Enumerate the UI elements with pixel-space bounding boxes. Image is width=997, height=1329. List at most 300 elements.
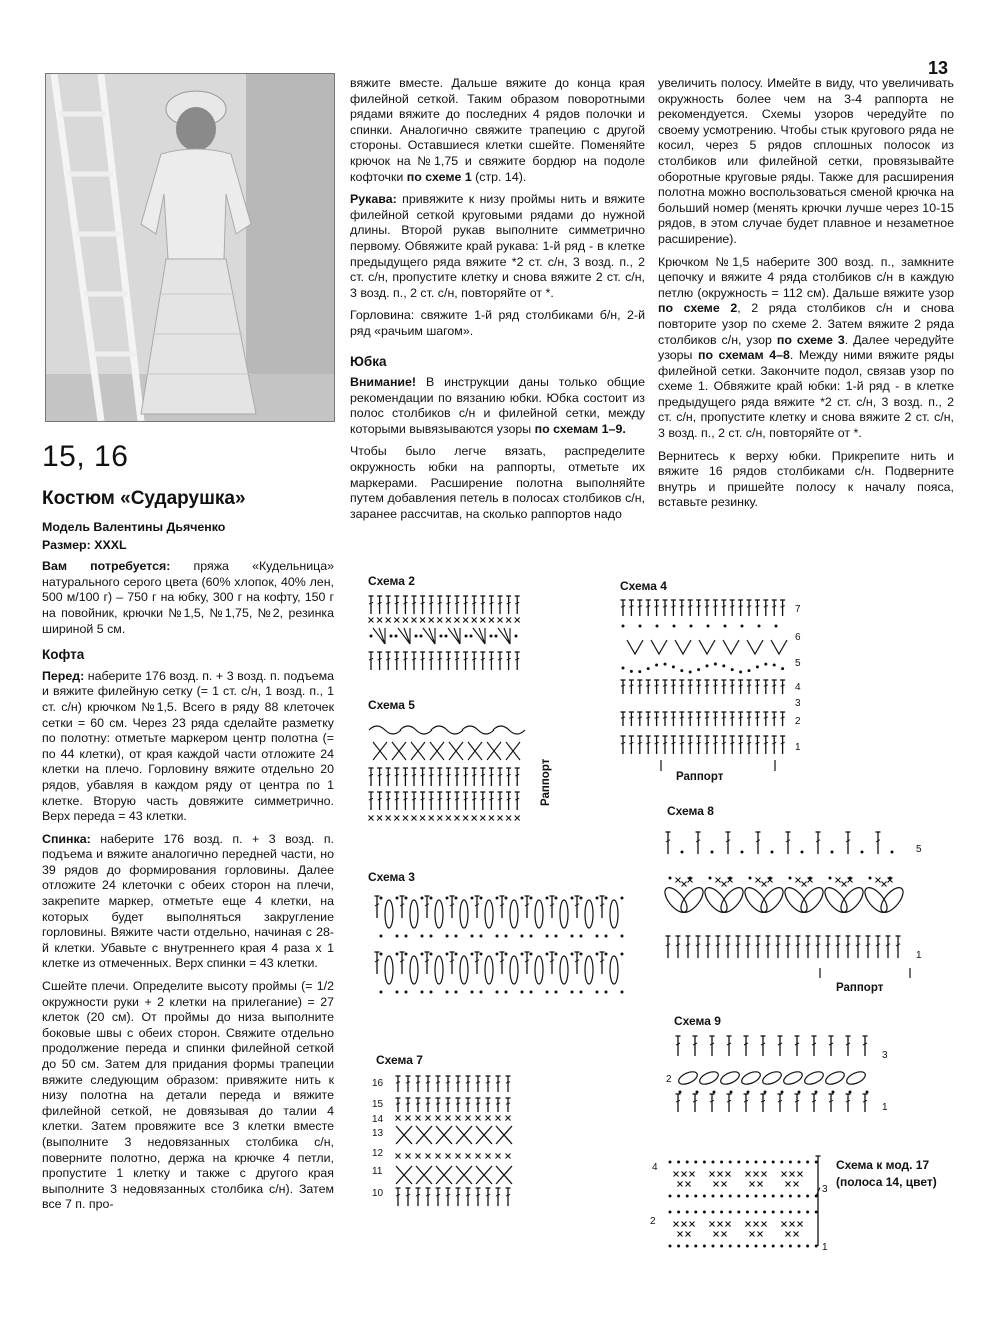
chain-dot (746, 1245, 749, 1248)
chain-dot (571, 935, 574, 938)
v-stitch (627, 640, 643, 654)
sc-stitch (377, 618, 382, 623)
sc-stitch (710, 1222, 715, 1227)
dc-stitch-bar (722, 717, 726, 718)
chain-dot (720, 1161, 723, 1164)
chain-dot (396, 935, 399, 938)
p2-bold-f: по схемам 4–8 (697, 348, 790, 363)
dc-stitch-bar (476, 1103, 480, 1104)
sc-stitch (798, 1222, 803, 1227)
col3-paragraph-2 (658, 255, 954, 442)
chain-dot (869, 877, 872, 880)
scheme-2-diagram (365, 592, 530, 677)
cluster-stitch (398, 628, 410, 644)
v-stitch (675, 640, 691, 654)
chain-dot (769, 877, 772, 880)
dc-stitch-bar (739, 685, 743, 686)
chain-dot (396, 953, 399, 956)
chain-dot (446, 897, 449, 900)
skirt-heading: Юбка (350, 353, 387, 369)
chain-dot (763, 1245, 766, 1248)
chain-dot (596, 897, 599, 900)
dc-stitch-bar (466, 1103, 470, 1104)
sc-stitch (506, 1154, 511, 1159)
cross-stitch (392, 742, 406, 760)
puff-stitch (698, 1069, 720, 1087)
front-text: наберите 176 возд. п. + 3 возд. п. подъема и вяжите филейную сетку (= 1 ст. с/н, 1 возд. п., 1 ст. с/н) крючком №1,5. Всего в ряду 88 клеточек сетки = 60 см. Через 23 ряда сделайте разметку по полотну: отметьте маркером центр полотна (= по 44 клетки), от края каждой части отложите 24 клетки на плечо. Горловину вяжите отдельно 20 рядов, убавляя в каждом ряду от центра по 1 клетке. Вторую часть довяжите симметрично. Верх переда = 43 клетки. (42, 668, 334, 824)
chain-dot (889, 877, 892, 880)
chain-dot (686, 1245, 689, 1248)
sc-stitch (466, 1154, 471, 1159)
dc-stitch-bar (396, 1103, 400, 1104)
sc-stitch (506, 618, 511, 623)
chain-dot (405, 991, 408, 994)
chain-dot (815, 1091, 818, 1094)
sc-stitch (750, 1182, 755, 1187)
chain-dot (749, 877, 752, 880)
sc-stitch (690, 1222, 695, 1227)
row-number: 1 (795, 742, 801, 753)
chain-dot (712, 1211, 715, 1214)
dc-stitch-bar (781, 717, 785, 718)
chain-dot (521, 953, 524, 956)
cross-stitch (468, 742, 482, 760)
chain-dot (806, 1161, 809, 1164)
dc-stitch-bar (671, 685, 675, 686)
cluster-stitch (373, 628, 385, 644)
dc-stitch-bar (697, 685, 701, 686)
chain-dot (530, 953, 533, 956)
cross-stitch (496, 1126, 512, 1144)
chain-dot (395, 635, 398, 638)
chain-dot (440, 635, 443, 638)
chain-dot (798, 1091, 801, 1094)
chain-dot (455, 897, 458, 900)
chain-dot (815, 1161, 818, 1164)
sc-stitch (455, 816, 460, 821)
chain-dot (455, 935, 458, 938)
dc-stitch-bar (747, 685, 751, 686)
dc-stitch-bar (406, 1103, 410, 1104)
chain-dot (555, 897, 558, 900)
scheme-17-diagram (650, 1152, 830, 1262)
sc-stitch (472, 816, 477, 821)
size-line: Размер: XXXL (42, 537, 127, 552)
sc-stitch (480, 618, 485, 623)
chain-dot (677, 1195, 680, 1198)
sc-stitch (446, 618, 451, 623)
sc-stitch (726, 1222, 731, 1227)
puff-stitch (560, 900, 568, 928)
row-number: 11 (372, 1166, 383, 1177)
chain-dot (709, 877, 712, 880)
attention-bold: по схемам 1–9. (534, 421, 626, 436)
chain-dot (720, 1211, 723, 1214)
sc-stitch (429, 816, 434, 821)
puff-stitch (435, 956, 443, 984)
model-photo-drawing (46, 74, 334, 421)
sc-stitch (710, 1172, 715, 1177)
row-number: 5 (795, 658, 801, 669)
scheme-4-rapport-label: Раппорт (676, 771, 724, 783)
dc-stitch-bar (663, 685, 667, 686)
chain-dot (505, 897, 508, 900)
chain-dot (798, 1195, 801, 1198)
sc-stitch (790, 1172, 795, 1177)
sc-stitch (369, 816, 374, 821)
puff-stitch (719, 1069, 741, 1087)
dc-stitch-bar (446, 1103, 450, 1104)
cluster-stitch (498, 628, 510, 644)
sc-stitch (682, 1222, 687, 1227)
sc-stitch (515, 618, 520, 623)
chain-dot (789, 1161, 792, 1164)
puff-stitch (485, 900, 493, 928)
dc-stitch-bar (621, 685, 625, 686)
row-number: 2 (795, 716, 801, 727)
model-photo (45, 73, 335, 422)
column-left (42, 440, 334, 1220)
sc-stitch (489, 618, 494, 623)
chain-dot (681, 851, 684, 854)
chain-dot (430, 897, 433, 900)
scheme-8-label: Схема 8 (667, 804, 714, 818)
cross-stitch (456, 1166, 472, 1184)
chain-dot (772, 1161, 775, 1164)
sc-stitch (426, 1116, 431, 1121)
sc-stitch (754, 1172, 759, 1177)
sc-stitch (396, 1116, 401, 1121)
sc-stitch (455, 618, 460, 623)
cluster-stitch (448, 628, 460, 644)
chain-dot (669, 1161, 672, 1164)
chain-dot (697, 668, 700, 671)
chain-dot (421, 991, 424, 994)
puff-stitch (460, 956, 468, 984)
chain-dot (621, 897, 624, 900)
scheme-7-label: Схема 7 (376, 1053, 423, 1067)
chain-dot (496, 897, 499, 900)
sc-stitch (394, 618, 399, 623)
cross-stitch (396, 1126, 412, 1144)
cross-stitch (476, 1126, 492, 1144)
chain-dot (530, 991, 533, 994)
sc-stitch (456, 1154, 461, 1159)
chain-dot (621, 935, 624, 938)
chain-dot (571, 991, 574, 994)
sc-stitch (756, 878, 761, 883)
scheme-9-label: Схема 9 (674, 1014, 721, 1028)
sc-stitch (386, 816, 391, 821)
chain-dot (677, 1161, 680, 1164)
chain-dot (596, 991, 599, 994)
chain-dot (689, 670, 692, 673)
puff-stitch (740, 1069, 762, 1087)
dc-stitch-bar (638, 717, 642, 718)
sc-stitch (394, 816, 399, 821)
dc-stitch-bar (646, 717, 650, 718)
puff-stitch (861, 884, 891, 916)
chain-dot (737, 1245, 740, 1248)
chain-dot (647, 667, 650, 670)
chain-dot (421, 953, 424, 956)
puff-stitch (610, 900, 618, 928)
sc-stitch (790, 1222, 795, 1227)
scheme-17-sublabel: (полоса 14, цвет) (836, 1175, 937, 1189)
chain-dot (571, 953, 574, 956)
chain-dot (421, 935, 424, 938)
cross-stitch (506, 742, 520, 760)
cont-end: (стр. 14). (471, 169, 527, 184)
scheme-5-label: Схема 5 (368, 698, 415, 712)
chain-dot (380, 953, 383, 956)
puff-stitch (757, 884, 787, 916)
sc-stitch (722, 882, 727, 887)
chain-dot (772, 1211, 775, 1214)
sc-stitch (396, 1154, 401, 1159)
chain-dot (530, 897, 533, 900)
chain-dot (707, 625, 710, 628)
chain-dot (690, 625, 693, 628)
sc-stitch (496, 1154, 501, 1159)
chain-dot (866, 1091, 869, 1094)
chain-dot (455, 991, 458, 994)
chain-dot (781, 1091, 784, 1094)
sc-stitch (758, 1182, 763, 1187)
row-number: 4 (652, 1162, 658, 1173)
chain-dot (639, 625, 642, 628)
chain-dot (780, 1211, 783, 1214)
cluster-stitch (473, 628, 485, 644)
chain-dot (471, 991, 474, 994)
chain-dot (771, 851, 774, 854)
puff-stitch (761, 1069, 783, 1087)
sc-stitch (796, 878, 801, 883)
chain-dot (755, 1195, 758, 1198)
sc-stitch (403, 618, 408, 623)
chain-dot (815, 1245, 818, 1248)
dc-stitch-bar (705, 717, 709, 718)
cross-stitch (416, 1166, 432, 1184)
chain-dot (421, 897, 424, 900)
chain-dot (746, 1195, 749, 1198)
chain-dot (669, 1195, 672, 1198)
chain-dot (694, 1211, 697, 1214)
sc-stitch (463, 618, 468, 623)
chain-dot (496, 991, 499, 994)
puff-stitch (741, 884, 771, 916)
chain-dot (380, 897, 383, 900)
v-stitch (747, 640, 763, 654)
dc-stitch-bar (680, 685, 684, 686)
materials-paragraph (42, 559, 334, 637)
dc-stitch-bar (713, 685, 717, 686)
puff-stitch (782, 1069, 804, 1087)
chain-dot (471, 897, 474, 900)
puff-stitch (585, 956, 593, 984)
p2-bold-b: по схеме 2 (658, 301, 738, 316)
chain-dot (445, 635, 448, 638)
sc-stitch (682, 1172, 687, 1177)
puff-stitch (385, 900, 393, 928)
sc-stitch (506, 1116, 511, 1121)
puff-stitch (435, 900, 443, 928)
chain-dot (622, 667, 625, 670)
chain-dot (621, 953, 624, 956)
chain-dot (680, 669, 683, 672)
attention-text: В инструкции даны только общие рекомендации по вязанию юбки. Юбка состоит из полос столбиков с/н и филейной сетки, между которыми вывязываются узоры (350, 375, 645, 436)
chain-dot (672, 665, 675, 668)
v-stitch (723, 640, 739, 654)
puff-stitch (845, 1069, 867, 1087)
puff-stitch (797, 884, 827, 916)
chain-dot (720, 1195, 723, 1198)
sc-stitch (762, 1172, 767, 1177)
chain-dot (555, 953, 558, 956)
sc-stitch (466, 1116, 471, 1121)
chain-dot (446, 935, 449, 938)
chain-dot (546, 935, 549, 938)
p2-text-g: . Между ними вяжите ряды филейной сетки. Закончите подол, связав узор по схеме 1. Обвяжите край юбки: 1-й ряд - в клетке предыдущего ряда вяжите *2 ст. с/н, 3 возд. п., 2 ст. с/н, пропустите клетку и снова вяжите 2 ст. с/н, 3 возд. п., 2 ст. с/н, повторяйте от *. (658, 348, 954, 441)
dc-stitch-bar (755, 685, 759, 686)
chain-dot (555, 935, 558, 938)
chain-dot (596, 953, 599, 956)
sleeves-label: Рукава: (350, 192, 397, 207)
sc-stitch (420, 618, 425, 623)
chain-dot (430, 935, 433, 938)
chain-dot (465, 635, 468, 638)
row-number: 14 (372, 1114, 384, 1125)
chain-dot (798, 1245, 801, 1248)
chain-dot (891, 851, 894, 854)
chain-dot (763, 1211, 766, 1214)
chain-dot (789, 1195, 792, 1198)
attention-paragraph (350, 375, 645, 437)
row-number: 7 (795, 604, 801, 615)
attention-label: Внимание! (350, 375, 417, 390)
continuation-paragraph (350, 76, 645, 185)
puff-stitch (701, 884, 731, 916)
puff-stitch (510, 900, 518, 928)
chain-dot (756, 665, 759, 668)
chain-dot (806, 1211, 809, 1214)
v-stitch (651, 640, 667, 654)
chain-dot (546, 953, 549, 956)
back-label: Спинка: (42, 831, 91, 846)
chain-dot (480, 897, 483, 900)
chain-dot (763, 1195, 766, 1198)
chain-dot (505, 953, 508, 956)
dc-stitch-bar (646, 685, 650, 686)
p2-text-c: , 2 ряда столбиков с/н и снова повторите узор по схеме 2. Затем вяжите 2 ряда столбиков с/н, узор (658, 301, 954, 347)
dc-stitch-bar (781, 685, 785, 686)
puff-stitch (877, 884, 907, 916)
chain-dot (720, 1245, 723, 1248)
sc-stitch (714, 1182, 719, 1187)
dc-stitch-bar (621, 717, 625, 718)
chain-dot (737, 1211, 740, 1214)
dc-stitch-bar (755, 717, 759, 718)
sc-stitch (436, 1116, 441, 1121)
scheme-9-diagram (660, 1032, 900, 1117)
scheme-4-label: Схема 4 (620, 579, 667, 593)
chain-dot (480, 935, 483, 938)
chain-dot (655, 663, 658, 666)
sc-stitch (476, 1154, 481, 1159)
chain-dot (801, 851, 804, 854)
row-number: 6 (795, 632, 801, 643)
chain-dot (712, 1195, 715, 1198)
dc-stitch-bar (747, 717, 751, 718)
chain-dot (638, 670, 641, 673)
back-text: наберите 176 возд. п. + 3 возд. п. подъема и вяжите аналогично передней части, но 39 рядов до формирования горловины. Далее отложите 24 клеточки с обеих сторон на плечи, закрепите маркер, отметьте еще 4 клетки, на которых будет выполняться закругление горловины. Вяжите части отдельно, начиная с 28-й клетки. Убавьте с внутреннего края 4 раза х 1 клетке из отмеченных. Верх спинки = 43 клетки. (42, 831, 334, 971)
cont-bold: по схеме 1 (406, 169, 472, 184)
sc-stitch (794, 1182, 799, 1187)
chain-dot (737, 1161, 740, 1164)
sc-stitch (496, 1116, 501, 1121)
sc-stitch (782, 1172, 787, 1177)
cross-stitch (449, 742, 463, 760)
dc-stitch-bar (772, 717, 776, 718)
puff-stitch (803, 1069, 825, 1087)
chain-dot (798, 1161, 801, 1164)
puff-stitch (535, 956, 543, 984)
chain-dot (849, 1091, 852, 1094)
back-paragraph (42, 832, 334, 972)
row-number: 4 (795, 682, 801, 693)
chain-dot (480, 953, 483, 956)
sc-stitch (437, 618, 442, 623)
neck-paragraph: Горловина: свяжите 1-й ряд столбиками б/н, 2-й ряд «рачьим шагом». (350, 308, 645, 338)
p2-bold-d: по схеме 3 (776, 332, 845, 347)
chain-dot (664, 663, 667, 666)
materials-label: Вам потребуется: (42, 559, 171, 574)
cont-text: вяжите вместе. Дальше вяжите до конца края филейной сеткой. Таким образом поворотными рядами вяжите до последних 4 рядов полочки и спинки. Аналогично свяжите трапецию с другой стороны. Оставшиеся клетки сшейте. Поменяйте крючок на №1,75 и свяжите бордюр на подоле кофточки (350, 76, 645, 184)
v-stitch (771, 640, 787, 654)
wave-stitch (400, 726, 432, 734)
chain-dot (621, 991, 624, 994)
article-title: Костюм «Сударушка» (42, 488, 246, 509)
sc-stitch (476, 1116, 481, 1121)
cross-stitch (456, 1126, 472, 1144)
chain-dot (420, 635, 423, 638)
dc-stitch-bar (730, 717, 734, 718)
puff-stitch (677, 1069, 699, 1087)
chain-dot (703, 1195, 706, 1198)
materials-text: пряжа «Кудельница» натурального серого цвета (60% хлопок, 40% лен, 500 м/100 г) – 750 г на юбку, 300 г на кофту, 150 г на повойник, крючки №1,5, №1,75, №2, резинка шириной 5 см. (42, 559, 335, 636)
sc-stitch (836, 878, 841, 883)
puff-stitch (585, 900, 593, 928)
sc-stitch (437, 816, 442, 821)
puff-stitch (410, 900, 418, 928)
sc-stitch (718, 1172, 723, 1177)
chain-dot (396, 897, 399, 900)
col3-paragraph-1: увеличить полосу. Имейте в виду, что увеличивать окружность более чем на 3-4 раппорта не рекомендуется. Схемы узоров чередуйте по своему усмотрению. Чтобы стык кругового ряда не косил, через 5 рядов сплошных полосок из столбиков или филейной сетки, провязывайте оборотные круговые ряды. Также для расширения полотна можно воспользоваться сменой крючка на больший номер (менять крючки лучше через 10-15 рядов, в этом случае будет плавное и незаметное расширение). (658, 76, 954, 246)
sc-stitch (802, 882, 807, 887)
chain-dot (706, 664, 709, 667)
puff-stitch (610, 956, 618, 984)
front-paragraph (42, 669, 334, 825)
sc-stitch (750, 1232, 755, 1237)
row-number: 12 (372, 1148, 384, 1159)
chain-dot (832, 1091, 835, 1094)
chain-dot (712, 1161, 715, 1164)
sc-stitch (406, 1116, 411, 1121)
chain-dot (471, 953, 474, 956)
sc-stitch (682, 882, 687, 887)
dc-stitch-bar (416, 1103, 420, 1104)
sc-stitch (446, 1116, 451, 1121)
